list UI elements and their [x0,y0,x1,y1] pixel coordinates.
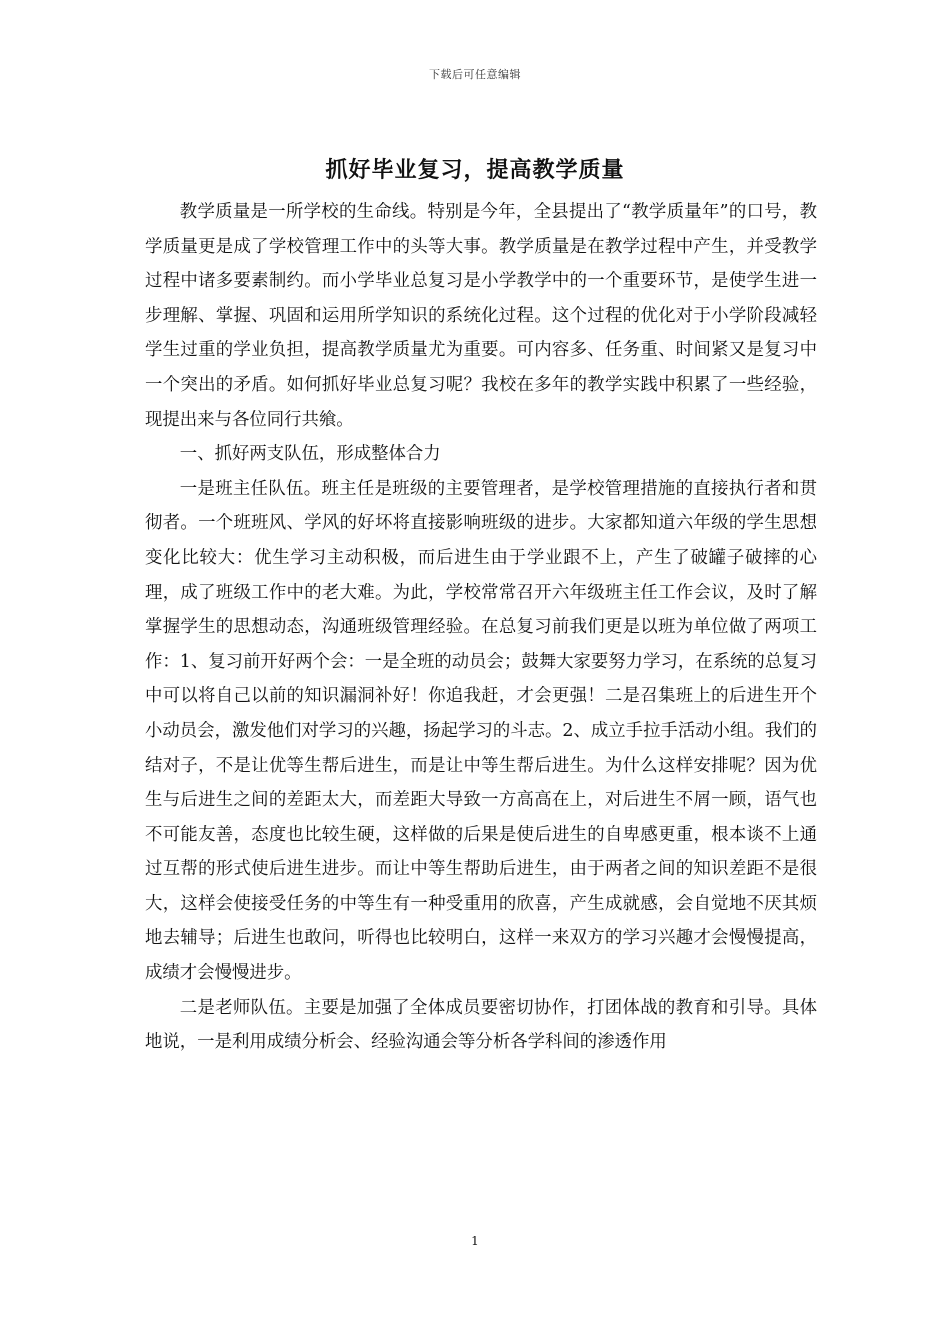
page-header-note: 下载后可任意编辑 [429,68,521,81]
page-number: 1 [471,1234,479,1248]
body-paragraph-teachers: 二是老师队伍。主要是加强了全体成员要密切协作，打团体战的教育和引导。具体地说，一是利用成绩分析会、经验沟通会等分析各学科间的渗透作用 [145,997,817,1053]
document-title: 抓好毕业复习，提高教学质量 [325,157,625,183]
section-heading: 一、抓好两支队伍，形成整体合力 [179,444,441,465]
body-paragraph-class-teachers: 一是班主任队伍。班主任是班级的主要管理者，是学校管理措施的直接执行者和贯彻者。一个班班风、学风的好坏将直接影响班级的进步。大家都知道六年级的学生思想变化比较大：优生学习主动积极，而后进生由于学业跟不上，产生了破罐子破摔的心理，成了班级工作中的老大难。为此，学校常常召开六年级班主任工作会议，及时了解掌握学生的思想动态，沟通班级管理经验。在总复习前我们更是以班为单位做了两项工作：1、复习前开好两个会：一是全班的动员会；鼓舞大家要努力学习，在系统的总复习中可以将自己以前的知识漏洞补好！你追我赶，才会更强！二是召集班上的后进生开个小动员会，激发他们对学习的兴趣，扬起学习的斗志。2、成立手拉手活动小组。我们的结对子，不是让优等生帮后进生，而是让中等生帮后进生。为什么这样安排呢？因为优生与后进生之间的差距太大，而差距大导致一方高高在上，对后进生不屑一顾，语气也不可能友善，态度也比较生硬，这样做的后果是使后进生的自卑感更重，根本谈不上通过互帮的形式使后进生进步。而让中等生帮助后进生，由于两者之间的知识差距不是很大，这样会使接受任务的中等生有一种受重用的欣喜，产生成就感，会自觉地不厌其烦地去辅导；后进生也敢问，听得也比较明白，这样一来双方的学习兴趣才会慢慢提高，成绩才会慢慢进步。 [145,478,817,984]
intro-paragraph: 教学质量是一所学校的生命线。特别是今年，全县提出了“教学质量年”的口号，教学质量更是成了学校管理工作中的头等大事。教学质量是在教学过程中产生，并受教学过程中诸多要素制约。而小学毕业总复习是小学教学中的一个重要环节，是使学生进一步理解、掌握、巩固和运用所学知识的系统化过程。这个过程的优化对于小学阶段减轻学生过重的学业负担，提高教学质量尤为重要。可内容多、任务重、时间紧又是复习中一个突出的矛盾。如何抓好毕业总复习呢？我校在多年的教学实践中积累了一些经验，现提出来与各位同行共飨。 [145,202,817,430]
document-body [145,195,817,1060]
